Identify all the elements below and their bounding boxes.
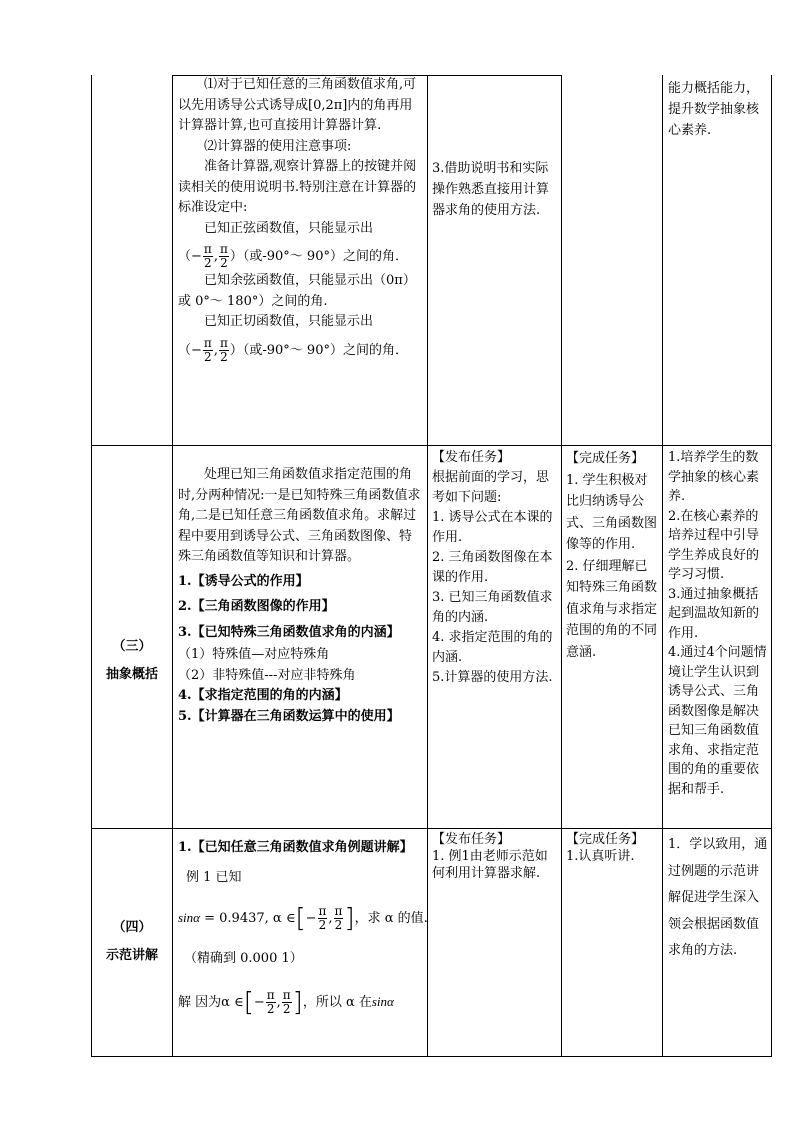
student-task-2: 2. 仔细理解已知特殊三角函数值求角与求指定范围的角的不同意涵. (566, 558, 658, 660)
example-label: 例 1 已知 (186, 869, 242, 885)
teacher-cell-top (432, 158, 558, 221)
tangent-range-expression: （− $\frac{\pi}{2}$ , $\frac{\pi}{2}$ ）（或-90°～ 90°）之间的角． (178, 335, 408, 364)
summary-intro: 处理已知三角函数值求指定范围的角时,分两种情况:一是已知特殊三角函数值求角,二是已知任意三角函数值求角。求解过程中要用到诱导公式、三角函数图像、特殊三角函数值等知识和计算器。 (178, 467, 421, 564)
summary-item-1: 1.【诱导公式的作用】 (178, 573, 309, 589)
summary-item-5: 5.【计算器在三角函数运算中的使用】 (178, 708, 400, 724)
student-cell-four (566, 831, 659, 865)
summary-item-2: 2.【三角函数图像的作用】 (178, 599, 335, 614)
goal-cell-four (668, 832, 768, 965)
summary-item-4: 4.【求指定范围的角的内涵】 (178, 688, 348, 703)
fraction-pi-over-2: $\frac{\pi}{2}$ (282, 987, 291, 1016)
goal-2: 2.在核心素养的培养过程中引导学生养成良好的学习习惯. (668, 508, 760, 582)
goal-cell-three (668, 448, 768, 799)
fraction-pi-over-2: $\frac{\pi}{2}$ (219, 335, 228, 364)
table-col-divider-1 (172, 75, 173, 1057)
teacher-task-lead: 根据前面的学习，思考如下问题: (432, 470, 550, 505)
teacher-task-head: 【发布任务】 (432, 832, 511, 847)
content-cell-three (178, 465, 424, 727)
teacher-question-4: 4. 求指定范围的角的内涵. (432, 630, 553, 665)
example-section-title: 1.【已知任意三角函数值求角例题讲解】 (178, 840, 413, 855)
content-cell-four (178, 838, 426, 1023)
goal-text-top: 能力概括能力，提升数学抽象核心素养. (668, 81, 760, 138)
table-border-left (91, 75, 92, 1057)
summary-item-3: 3.【已知特殊三角函数值求角的内涵】 (178, 624, 400, 640)
fraction-pi-over-2: $\frac{\pi}{2}$ (203, 242, 212, 270)
row-divider-2 (91, 828, 772, 829)
student-task-head: 【完成任务】 (566, 832, 645, 847)
teacher-task-3: 3.借助说明书和实际操作熟悉直接用计算器求角的使用方法. (432, 161, 550, 218)
calc-note-2: ⑵计算器的使用注意事项: (204, 138, 352, 154)
example-statement: sinα = 0.9437, α ∈[− $\frac{\pi}{2}$ , $\frac{\pi}{2}$ ]，求 α 的值. (178, 903, 428, 934)
sine-range-note: 已知正弦函数值，只能显示出 (204, 220, 374, 236)
cosine-range-note: 已知余弦函数值，只能显示出（0π）或 0°～ 180°）之间的角. (178, 273, 416, 309)
goal-cell-top (668, 78, 768, 141)
goal-3: 3.通过抽象概括起到温故知新的作用. (668, 586, 760, 641)
fraction-pi-over-2: $\frac{\pi}{2}$ (334, 904, 343, 932)
table-border-right (771, 75, 772, 1057)
fraction-pi-over-2: $\frac{\pi}{2}$ (219, 242, 228, 270)
table-col-divider-4 (662, 75, 663, 1057)
section-number: （四） (112, 920, 152, 935)
sine-range-expression: （− $\frac{\pi}{2}$ , $\frac{\pi}{2}$ ）（或-90°～ 90°）之间的角． (178, 242, 408, 270)
solution-start: 解 因为α ∈[− $\frac{\pi}{2}$ , $\frac{\pi}{2}$ ]，所以 α 在sinα (178, 987, 394, 1017)
section-label-three (92, 636, 172, 686)
section-title: 示范讲解 (105, 948, 158, 963)
teacher-task-head: 【发布任务】 (432, 450, 511, 465)
sine-range-tail: （或-90°～ 90°）之间的角． (242, 249, 408, 264)
content-cell-top (178, 75, 424, 369)
table-border-bottom (91, 1056, 772, 1057)
student-listen: 1.认真听讲. (566, 849, 635, 864)
calc-note-1: ⑴对于已知任意的三角函数值求角,可以先用诱导公式诱导成[0,2π]内的角再用计算器计算,也可直接用计算器计算. (178, 77, 417, 133)
tangent-range-note: 已知正切函数值，只能显示出 (204, 314, 374, 329)
goal-text-four: 1．学以致用，通过例题的示范讲解促进学生深入领会根据函数值求角的方法. (668, 837, 768, 958)
tangent-range-tail: （或-90°～ 90°）之间的角． (242, 342, 408, 358)
fraction-pi-over-2: $\frac{\pi}{2}$ (203, 335, 212, 364)
teacher-cell-three (432, 448, 558, 688)
precision-note: （精确到 0.000 1） (184, 951, 303, 966)
summary-item-3b: （2）非特殊值---对应非特殊角 (178, 667, 356, 683)
student-task-head: 【完成任务】 (566, 451, 645, 466)
table-col-divider-3 (561, 75, 562, 1057)
student-task-1: 1. 学生积极对比归纳诱导公式、三角函数图像等的作用. (566, 472, 658, 552)
teacher-question-3: 3. 已知三角函数值求角的内涵. (432, 590, 553, 625)
teacher-question-5: 5.计算器的使用方法. (432, 670, 553, 685)
row-divider-1 (91, 445, 772, 446)
teacher-cell-four (432, 831, 558, 882)
teacher-question-2: 2. 三角函数图像在本课的作用. (432, 550, 553, 585)
goal-4: 4.通过4个问题情境让学生认识到诱导公式、三角函数图像是解决已知三角函数值求角、求指定范围的角的重要依据和帮手. (668, 645, 767, 797)
goal-1: 1.培养学生的数学抽象的核心素养. (668, 450, 760, 504)
fraction-pi-over-2: $\frac{\pi}{2}$ (266, 987, 275, 1016)
section-title: 抽象概括 (105, 667, 158, 682)
calc-note-3: 准备计算器,观察计算器上的按键并阅读相关的使用说明书.特别注意在计算器的标准设定中: (178, 159, 417, 215)
teacher-question-1: 1. 诱导公式在本课的作用. (432, 510, 553, 545)
fraction-pi-over-2: $\frac{\pi}{2}$ (318, 904, 327, 932)
summary-item-3a: （1）特殊值—对应特殊角 (178, 647, 330, 662)
table-col-divider-2 (427, 75, 428, 1057)
teacher-example-task: 1. 例1由老师示范如何利用计算器求解. (432, 849, 548, 881)
section-number: （三） (112, 639, 152, 654)
section-label-four (92, 917, 172, 967)
student-cell-three (566, 448, 659, 663)
